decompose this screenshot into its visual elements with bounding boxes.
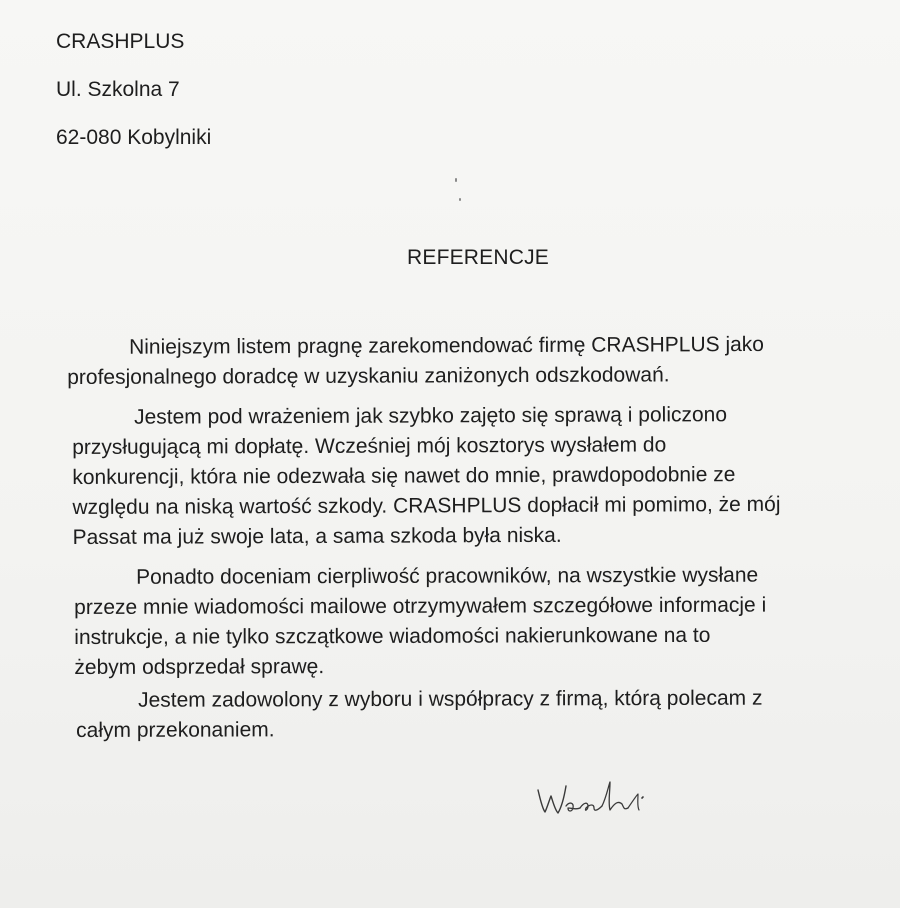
paragraph-1 [67, 330, 764, 393]
page-title: REFERENCJE [407, 246, 550, 269]
signature-stroke [538, 786, 566, 813]
signature [528, 768, 668, 828]
paragraph-line: Niniejszym listem pragnę zarekomendować firmę CRASHPLUS jako [129, 332, 765, 359]
paragraph-line: konkurencji, która nie odezwała się nawet do mnie, prawdopodobnie ze [72, 463, 736, 489]
paragraph-4 [76, 684, 763, 746]
paragraph-line: Jestem pod wrażeniem jak szybko zajęto się sprawą i policzono [134, 403, 728, 429]
sender-street: Ul. Szkolna 7 [56, 78, 180, 101]
sender-address [56, 18, 211, 162]
paper-speck [459, 198, 461, 201]
paragraph-line: przysługującą mi dopłatę. Wcześniej mój kosztorys wysłałem do [72, 433, 667, 459]
paragraph-line: przeze mnie wiadomości mailowe otrzymywałem szczegółowe informacje i [74, 593, 767, 619]
paragraph-line: całym przekonaniem. [76, 718, 275, 742]
paper-speck [455, 178, 457, 182]
paragraph-line: instrukcje, a nie tylko szczątkowe wiadomości nakierunkowane na to [74, 623, 711, 649]
signature-stroke [566, 803, 580, 811]
paragraph-line: żebym odsprzedał sprawę. [74, 655, 325, 679]
signature-dot [642, 797, 643, 798]
paragraph-3 [74, 561, 766, 683]
paragraph-line: Ponadto doceniam cierpliwość pracowników, na wszystkie wysłane [136, 563, 759, 589]
paragraph-line: Jestem zadowolony z wyboru i współpracy z firmą, którą polecam z [138, 686, 763, 712]
paragraph-line: profesjonalnego doradcę w uzyskaniu zaniżonych odszkodowań. [67, 363, 670, 389]
sender-city: 62-080 Kobylniki [56, 126, 212, 149]
signature-stroke [602, 782, 628, 810]
paragraph-line: względu na niską wartość szkody. CRASHPLUS dopłacił mi pomimo, że mój [72, 492, 781, 519]
sender-company: CRASHPLUS [56, 30, 185, 53]
signature-stroke [580, 803, 602, 810]
paragraph-2 [72, 400, 781, 553]
signature-stroke [628, 794, 639, 810]
paragraph-line: Passat ma już swoje lata, a sama szkoda była niska. [72, 523, 562, 549]
